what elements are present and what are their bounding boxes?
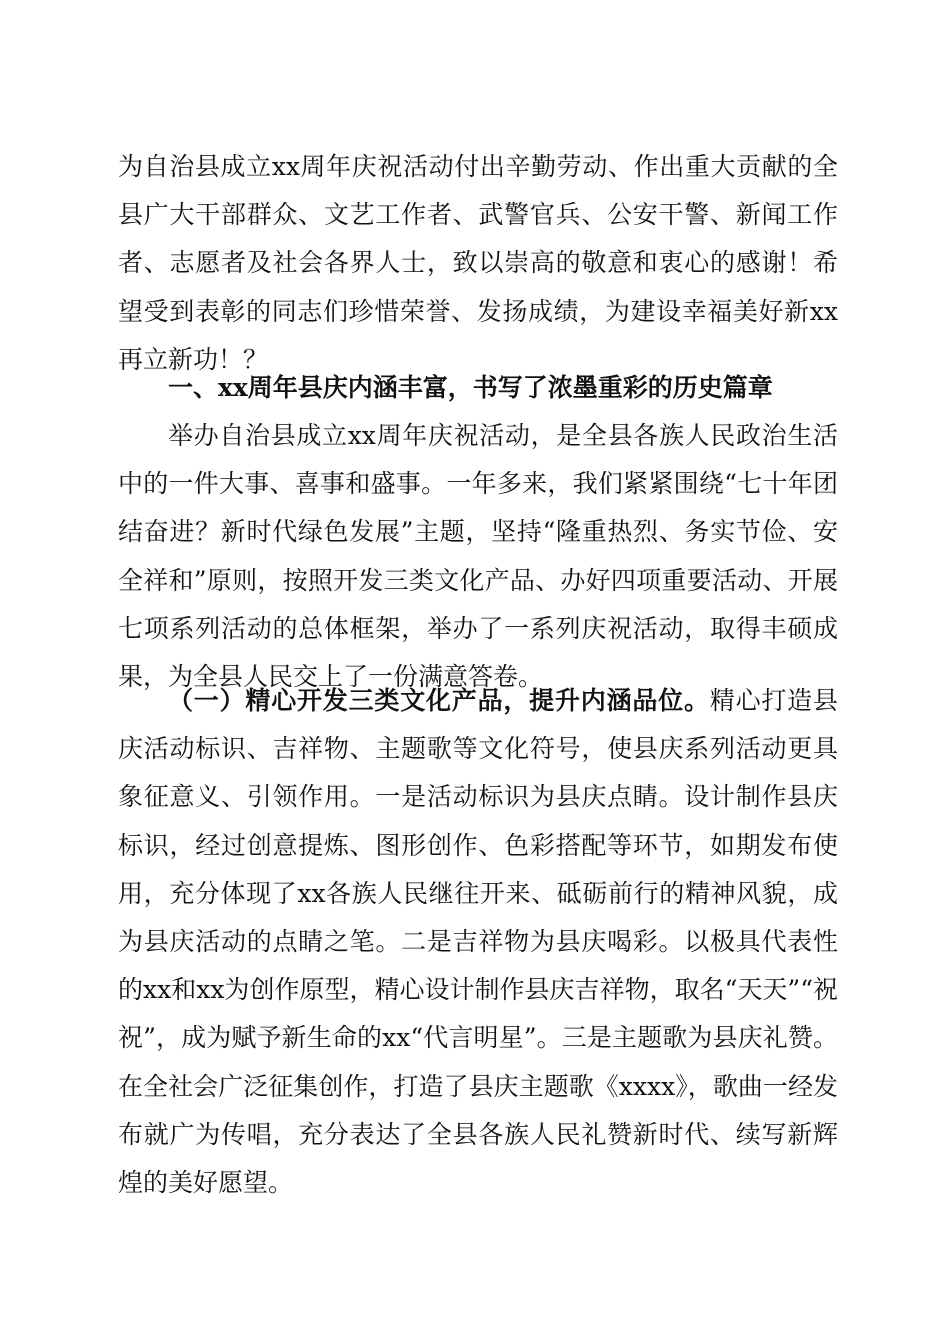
- paragraph-text: [118, 677, 838, 1207]
- heading-text: 一、xx周年县庆内涵丰富，书写了浓墨重彩的历史篇章: [168, 373, 773, 402]
- subsection-body: 精心打造县庆活动标识、吉祥物、主题歌等文化符号，使县庆系列活动更具象征意义、引领作用。一是活动标识为县庆点睛。设计制作县庆标识，经过创意提炼、图形创作、色彩搭配等环节，如期发布使用，充分体现了xx各族人民继往开来、砥砺前行的精神风貌，成为县庆活动的点睛之笔。二是吉祥物为县庆喝彩。以极具代表性的xx和xx为创作原型，精心设计制作县庆吉祥物，取名“天天”“祝祝”，成为赋予新生命的xx“代言明星”。三是主题歌为县庆礼赞。在全社会广泛征集创作，打造了县庆主题歌《xxxx》，歌曲一经发布就广为传唱，充分表达了全县各族人民礼赞新时代、续写新辉煌的美好愿望。: [118, 686, 838, 1198]
- paragraph-text: 为自治县成立xx周年庆祝活动付出辛勤劳动、作出重大贡献的全县广大干部群众、文艺工作者、武警官兵、公安干警、新闻工作者、志愿者及社会各界人士，致以崇高的敬意和衷心的感谢！希望受到表彰的同志们珍惜荣誉、发扬成绩，为建设幸福美好新xx再立新功！？: [118, 152, 838, 374]
- section-heading: [118, 364, 838, 412]
- paragraph-overview: [118, 412, 838, 701]
- subsection-lead: （一）精心开发三类文化产品，提升内涵品位。: [168, 686, 710, 715]
- paragraph-cultural-products: [118, 677, 838, 1207]
- paragraph-text: 举办自治县成立xx周年庆祝活动，是全县各族人民政治生活中的一件大事、喜事和盛事。一年多来，我们紧紧围绕“七十年团结奋进？新时代绿色发展”主题，坚持“隆重热烈、务实节俭、安全祥和”原则，按照开发三类文化产品、办好四项重要活动、开展七项系列活动的总体框架，举办了一系列庆祝活动，取得丰硕成果，为全县人民交上了一份满意答卷。: [118, 421, 838, 692]
- paragraph-thanks: [118, 143, 838, 384]
